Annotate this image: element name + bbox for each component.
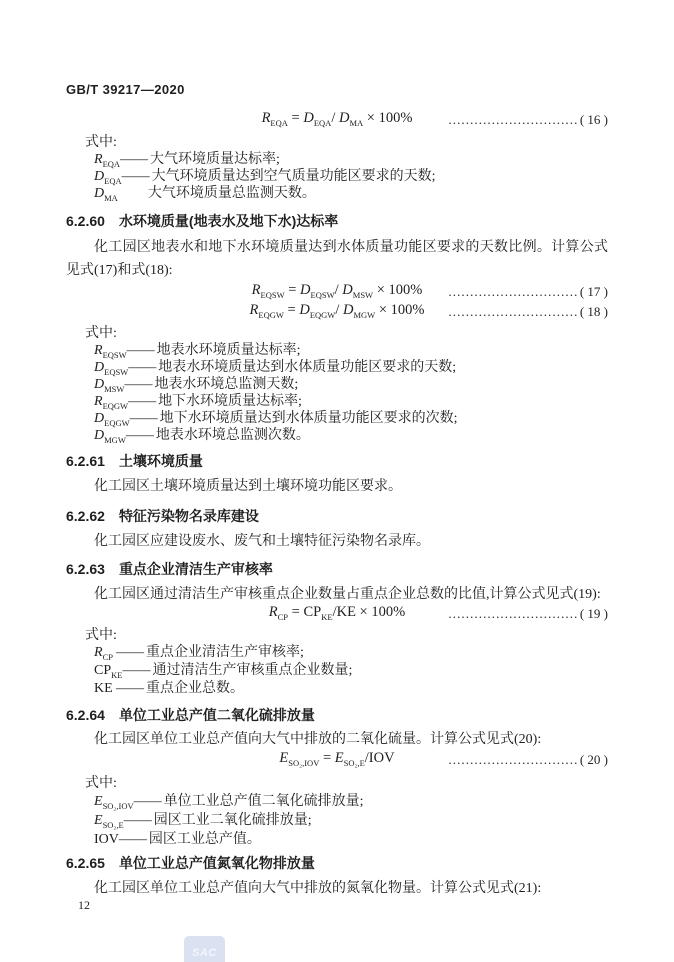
where-label: 式中: <box>85 135 117 150</box>
formula-16-leader <box>448 112 608 128</box>
definitions-formula-20 <box>94 792 608 849</box>
section-paragraph: 化工园区单位工业总产值向大气中排放的二氧化硫量。计算公式见式(20): <box>94 732 542 747</box>
section-paragraph: 化工园区单位工业总产值向大气中排放的氮氧化物量。计算公式见式(21): <box>94 881 542 896</box>
definition-line: $R_{CP}$ —— 重点企业清洁生产审核率; <box>94 645 304 662</box>
definition-line: $CP_{KE}——$ 通过清洁生产审核重点企业数量; <box>94 663 353 680</box>
standard-number-header: GB/T 39217—2020 <box>66 82 185 97</box>
equation-number: ( 18 ) <box>579 304 608 319</box>
definition-line: $E_{SO_2,E}——$ 园区工业二氧化硫排放量; <box>94 813 312 830</box>
section-title: 土壤环境质量 <box>118 453 203 469</box>
definition-line: KE —— 重点企业总数。 <box>94 681 244 696</box>
definition-line: $R_{EQSW}——$ 地表水环境质量达标率; <box>94 343 301 360</box>
section-title: 水环境质量(地表水及地下水)达标率 <box>118 213 339 229</box>
formula-20-leader <box>448 752 608 768</box>
formula-19-expression: $R_{CP} = CP_{KE}/KE \times 100\%$ <box>268 604 406 622</box>
definition-line: $D_{MA}$ 大气环境质量总监测天数。 <box>94 186 316 203</box>
dot-leader: ………………………… <box>447 112 578 127</box>
formula-18-expression: $R_{EQGW} = D_{EQGW}/$ $D_{MGW} \times 100\%$ <box>249 302 425 320</box>
section-heading-6-2-64 <box>66 706 608 724</box>
where-label: 式中: <box>85 326 117 341</box>
formula-18 <box>66 302 608 322</box>
section-title: 重点企业清洁生产审核率 <box>118 561 273 577</box>
formula-20 <box>66 750 608 770</box>
formula-17 <box>66 282 608 302</box>
formula-19-leader <box>448 606 608 622</box>
definitions-formula-19 <box>94 644 608 698</box>
dot-leader: ………………………… <box>447 304 578 319</box>
formula-16-expression: $R_{EQA} = D_{EQA}/$ $D_{MA} \times 100\%$ <box>261 110 413 128</box>
section-heading-6-2-62 <box>66 507 608 525</box>
section-paragraph: 化工园区通过清洁生产审核重点企业数量占重点企业总数的比值,计算公式见式(19): <box>94 587 601 602</box>
definition-line: $D_{MGW}——$ 地表水环境总监测次数。 <box>94 428 310 445</box>
section-heading-6-2-61 <box>66 452 608 470</box>
equation-number: ( 16 ) <box>579 112 608 127</box>
definition-line: $D_{EQGW}——$ 地下水环境质量达到水体质量功能区要求的次数; <box>94 411 458 428</box>
formula-18-leader <box>448 304 608 320</box>
definition-line: IOV—— 园区工业总产值。 <box>94 832 261 847</box>
section-number: 6.2.63 <box>66 561 105 577</box>
definition-line: $R_{EQGW}——$ 地下水环境质量达标率; <box>94 394 302 411</box>
sac-logo-watermark <box>184 936 225 962</box>
section-title: 单位工业总产值二氧化硫排放量 <box>118 707 315 723</box>
sac-logo-text: SAC <box>192 947 217 959</box>
dot-leader: ………………………… <box>447 752 578 767</box>
page-number: 12 <box>78 898 90 912</box>
where-label: 式中: <box>85 776 117 791</box>
section-heading-6-2-65 <box>66 854 608 872</box>
definition-line: $D_{MSW}——$ 地表水环境总监测天数; <box>94 377 299 394</box>
definition-line: $D_{EQSW}——$ 地表水环境质量达到水体质量功能区要求的天数; <box>94 360 457 377</box>
section-title: 单位工业总产值氮氧化物排放量 <box>118 855 315 871</box>
section-number: 6.2.64 <box>66 707 105 723</box>
definitions-formula-17-18 <box>94 342 608 444</box>
definition-line: $D_{EQA}——$ 大气环境质量达到空气质量功能区要求的天数; <box>94 169 436 186</box>
equation-number: ( 17 ) <box>579 284 608 299</box>
section-paragraph: 化工园区应建设废水、废气和土壤特征污染物名录库。 <box>94 534 430 549</box>
section-number: 6.2.61 <box>66 453 105 469</box>
section-number: 6.2.62 <box>66 508 105 524</box>
dot-leader: ………………………… <box>447 606 578 621</box>
formula-17-expression: $R_{EQSW} = D_{EQSW}/$ $D_{MSW} \times 100\%$ <box>251 282 423 300</box>
section-title: 特征污染物名录库建设 <box>118 508 259 524</box>
formula-19 <box>66 604 608 624</box>
section-number: 6.2.65 <box>66 855 105 871</box>
dot-leader: ………………………… <box>447 284 578 299</box>
formula-16 <box>66 110 608 130</box>
where-label: 式中: <box>85 628 117 643</box>
definition-line: $R_{EQA}——$ 大气环境质量达标率; <box>94 152 280 169</box>
equation-number: ( 19 ) <box>579 606 608 621</box>
section-number: 6.2.60 <box>66 213 105 229</box>
equation-number: ( 20 ) <box>579 752 608 767</box>
section-paragraph: 化工园区地表水和地下水环境质量达到水体质量功能区要求的天数比例。计算公式见式(17)和式(18): <box>66 240 608 278</box>
section-heading-6-2-60 <box>66 212 608 230</box>
formula-20-expression: $E_{SO_2,IOV} = E_{SO_2,E}/IOV$ <box>279 750 395 768</box>
section-paragraph: 化工园区土壤环境质量达到土壤环境功能区要求。 <box>94 479 402 494</box>
section-heading-6-2-63 <box>66 560 608 578</box>
formula-17-leader <box>448 284 608 300</box>
definitions-formula-16 <box>94 151 608 202</box>
definition-line: $E_{SO_2,IOV}——$ 单位工业总产值二氧化硫排放量; <box>94 794 364 811</box>
